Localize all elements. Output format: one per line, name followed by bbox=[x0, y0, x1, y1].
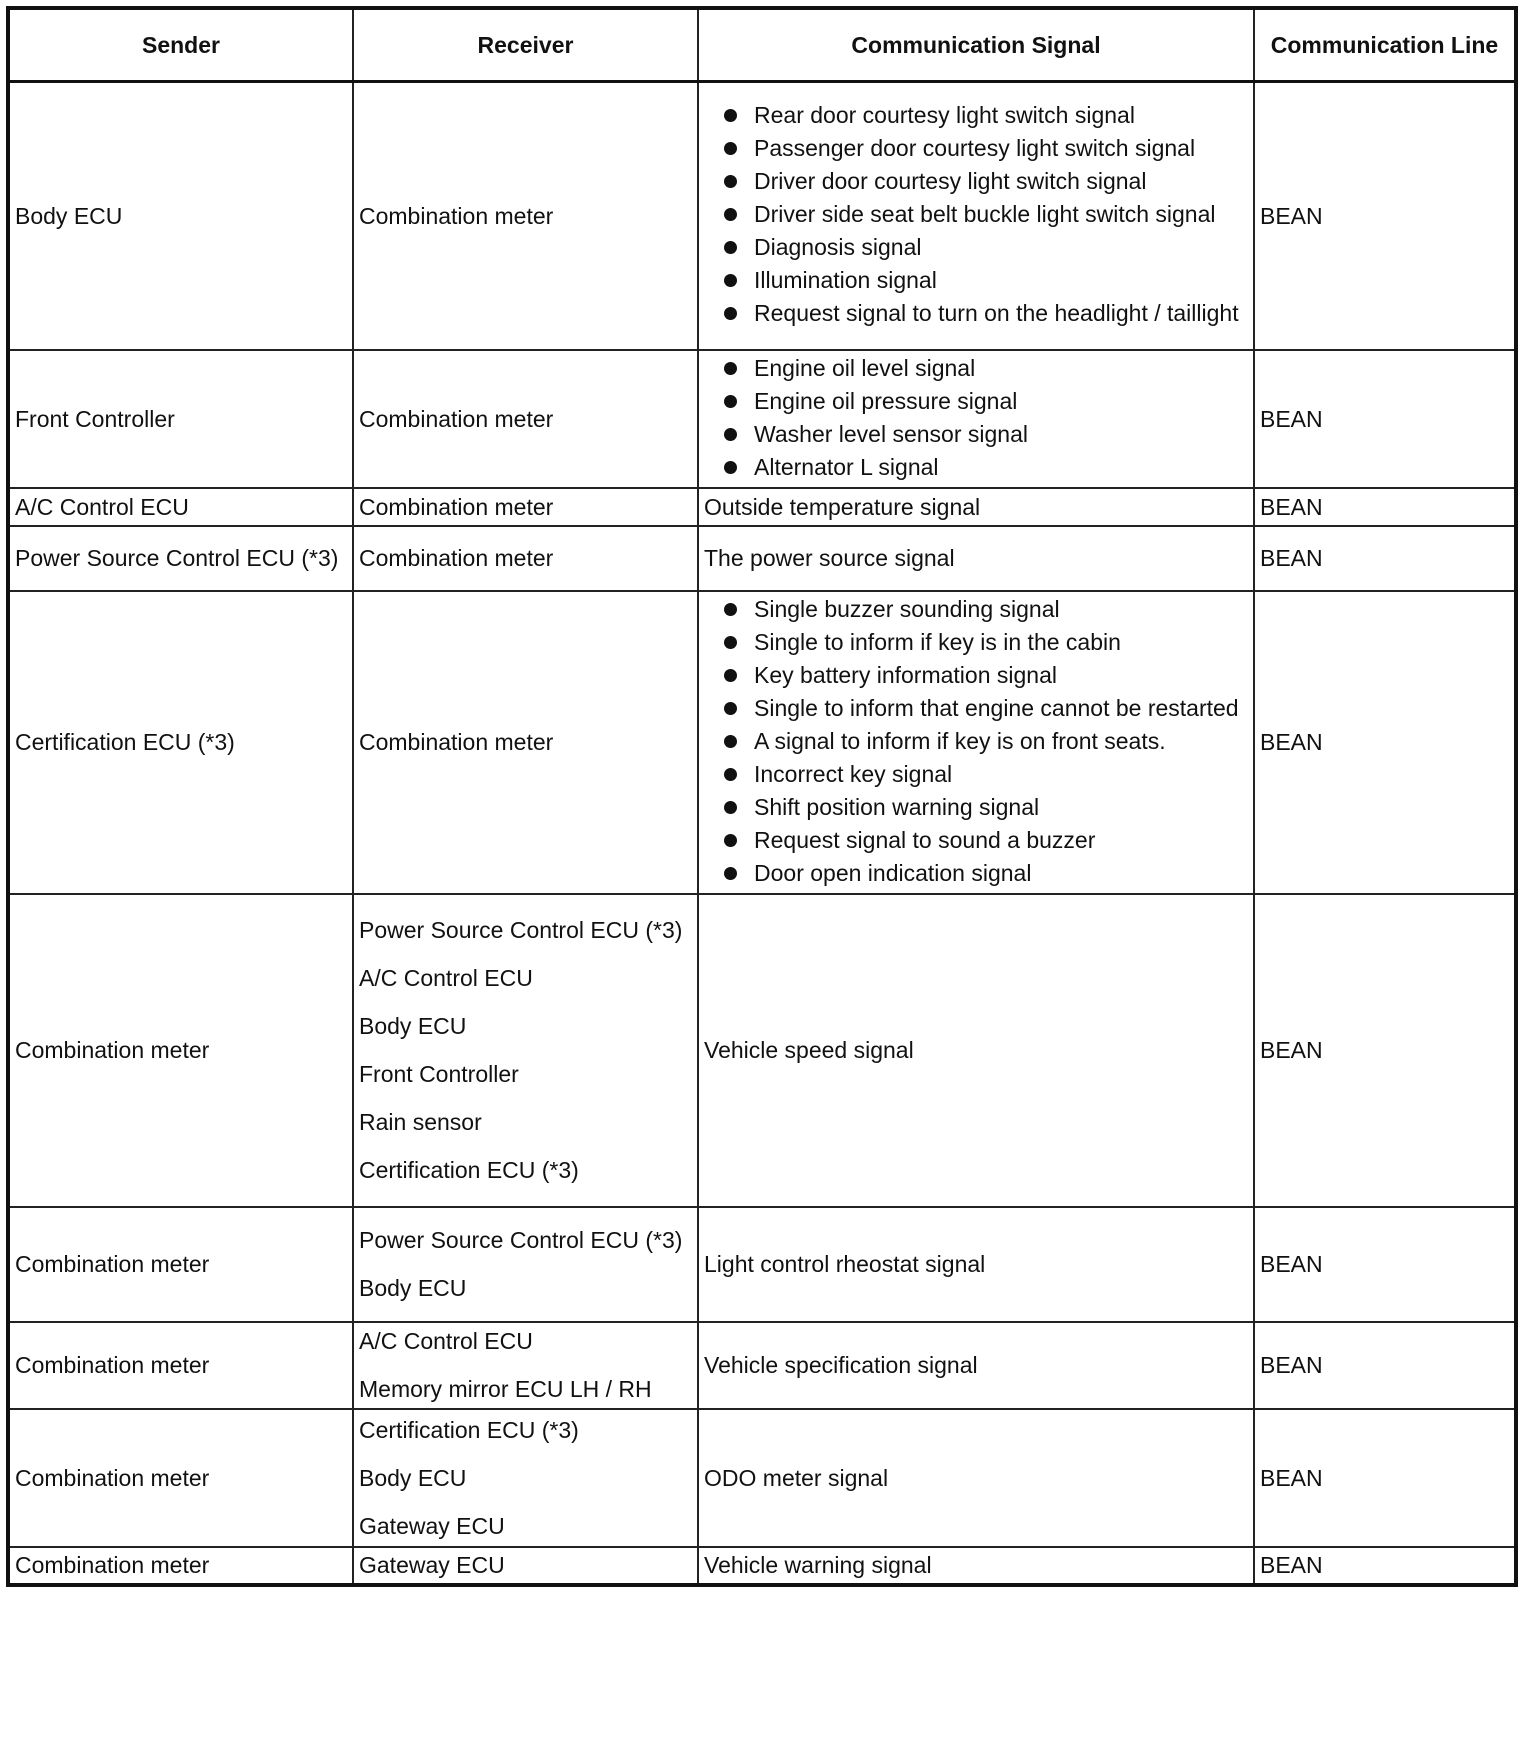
signal-list-item bbox=[704, 133, 1248, 163]
signal-text: Alternator L signal bbox=[754, 453, 939, 480]
signal-list-item bbox=[704, 792, 1248, 822]
line-cell: BEAN bbox=[1254, 1322, 1516, 1409]
receiver-item: Combination meter bbox=[359, 202, 554, 229]
signal-list-item bbox=[704, 594, 1248, 624]
bullet-icon bbox=[724, 362, 737, 375]
table-row bbox=[8, 894, 1516, 1207]
receiver-item: Power Source Control ECU (*3) bbox=[359, 917, 683, 943]
signal-text: Single buzzer sounding signal bbox=[754, 595, 1060, 622]
line-cell: BEAN bbox=[1254, 1547, 1516, 1585]
signal-cell: The power source signal bbox=[698, 526, 1254, 591]
signal-text: Single to inform that engine cannot be restarted bbox=[754, 694, 1239, 721]
table-row bbox=[8, 591, 1516, 894]
signal-list-item bbox=[704, 166, 1248, 196]
receiver-item: A/C Control ECU bbox=[359, 965, 533, 991]
bullet-icon bbox=[724, 768, 737, 781]
signal-cell bbox=[698, 350, 1254, 488]
signal-text: A signal to inform if key is on front seats. bbox=[754, 727, 1166, 754]
receiver-cell bbox=[353, 1207, 698, 1322]
receiver-item: A/C Control ECU bbox=[359, 1328, 533, 1354]
bullet-icon bbox=[724, 801, 737, 814]
table-row bbox=[8, 1409, 1516, 1547]
signal-text: Engine oil pressure signal bbox=[754, 387, 1018, 414]
receiver-cell bbox=[353, 350, 698, 488]
line-cell: BEAN bbox=[1254, 1207, 1516, 1322]
sender-cell: Front Controller bbox=[8, 350, 353, 488]
receiver-item: Front Controller bbox=[359, 1061, 519, 1087]
signal-list bbox=[704, 353, 1248, 482]
signal-cell bbox=[698, 591, 1254, 894]
sender-cell: Power Source Control ECU (*3) bbox=[8, 526, 353, 591]
signal-list-item bbox=[704, 298, 1248, 328]
sender-cell: Certification ECU (*3) bbox=[8, 591, 353, 894]
signal-text: Request signal to sound a buzzer bbox=[754, 826, 1096, 853]
bullet-icon bbox=[724, 834, 737, 847]
signal-text: Diagnosis signal bbox=[754, 234, 922, 261]
bullet-icon bbox=[724, 241, 737, 254]
signal-list-item bbox=[704, 660, 1248, 690]
bullet-icon bbox=[724, 395, 737, 408]
bullet-icon bbox=[724, 603, 737, 616]
receiver-item: Combination meter bbox=[359, 545, 554, 571]
sender-cell: Combination meter bbox=[8, 1207, 353, 1322]
table-row bbox=[8, 1207, 1516, 1322]
bullet-icon bbox=[724, 735, 737, 748]
table-row bbox=[8, 1322, 1516, 1409]
signal-text: Shift position warning signal bbox=[754, 793, 1040, 820]
communication-table bbox=[6, 6, 1518, 1587]
receiver-cell bbox=[353, 488, 698, 526]
signal-list-item bbox=[704, 726, 1248, 756]
bullet-icon bbox=[724, 669, 737, 682]
sender-cell: Combination meter bbox=[8, 1322, 353, 1409]
header-communication-line: Communication Line bbox=[1254, 8, 1516, 82]
bullet-icon bbox=[724, 867, 737, 880]
receiver-cell bbox=[353, 1409, 698, 1547]
bullet-icon bbox=[724, 109, 737, 122]
signal-text: Driver side seat belt buckle light switch signal bbox=[754, 201, 1216, 228]
signal-cell: Outside temperature signal bbox=[698, 488, 1254, 526]
receiver-item: Combination meter bbox=[359, 405, 554, 432]
header-row bbox=[8, 8, 1516, 82]
receiver-item: Body ECU bbox=[359, 1013, 467, 1039]
signal-text: Single to inform if key is in the cabin bbox=[754, 628, 1121, 655]
receiver-item: Certification ECU (*3) bbox=[359, 1416, 579, 1443]
signal-list-item bbox=[704, 100, 1248, 130]
signal-cell: ODO meter signal bbox=[698, 1409, 1254, 1547]
signal-list-item bbox=[704, 232, 1248, 262]
bullet-icon bbox=[724, 175, 737, 188]
signal-cell: Vehicle specification signal bbox=[698, 1322, 1254, 1409]
signal-list-item bbox=[704, 199, 1248, 229]
receiver-cell bbox=[353, 82, 698, 350]
signal-text: Request signal to turn on the headlight / taillight bbox=[754, 300, 1239, 327]
signal-list bbox=[704, 594, 1248, 888]
signal-list-item bbox=[704, 386, 1248, 416]
signal-cell: Vehicle speed signal bbox=[698, 894, 1254, 1207]
header-receiver: Receiver bbox=[353, 8, 698, 82]
receiver-item: Memory mirror ECU LH / RH bbox=[359, 1376, 652, 1402]
signal-text: Washer level sensor signal bbox=[754, 420, 1028, 447]
receiver-item: Combination meter bbox=[359, 493, 554, 520]
signal-cell: Light control rheostat signal bbox=[698, 1207, 1254, 1322]
receiver-cell bbox=[353, 1322, 698, 1409]
line-cell: BEAN bbox=[1254, 894, 1516, 1207]
signal-text: Incorrect key signal bbox=[754, 760, 953, 787]
table-row bbox=[8, 82, 1516, 350]
receiver-item: Gateway ECU bbox=[359, 1512, 505, 1539]
table-row bbox=[8, 488, 1516, 526]
bullet-icon bbox=[724, 702, 737, 715]
receiver-cell bbox=[353, 894, 698, 1207]
header-communication-signal: Communication Signal bbox=[698, 8, 1254, 82]
bullet-icon bbox=[724, 636, 737, 649]
table-body bbox=[8, 82, 1516, 1585]
signal-list-item bbox=[704, 627, 1248, 657]
sender-cell: A/C Control ECU bbox=[8, 488, 353, 526]
receiver-item: Rain sensor bbox=[359, 1109, 482, 1135]
table-row bbox=[8, 1547, 1516, 1585]
header-sender: Sender bbox=[8, 8, 353, 82]
signal-text: Passenger door courtesy light switch signal bbox=[754, 135, 1196, 162]
receiver-cell bbox=[353, 1547, 698, 1585]
sender-cell: Combination meter bbox=[8, 1547, 353, 1585]
line-cell: BEAN bbox=[1254, 488, 1516, 526]
receiver-item: Body ECU bbox=[359, 1464, 467, 1491]
signal-list bbox=[704, 100, 1248, 328]
table-row bbox=[8, 350, 1516, 488]
table-row bbox=[8, 526, 1516, 591]
signal-list-item bbox=[704, 419, 1248, 449]
line-cell: BEAN bbox=[1254, 591, 1516, 894]
signal-list-item bbox=[704, 353, 1248, 383]
table-header bbox=[8, 8, 1516, 82]
bullet-icon bbox=[724, 428, 737, 441]
signal-list-item bbox=[704, 825, 1248, 855]
receiver-cell bbox=[353, 591, 698, 894]
receiver-cell bbox=[353, 526, 698, 591]
receiver-item: Body ECU bbox=[359, 1275, 467, 1301]
receiver-item: Combination meter bbox=[359, 729, 554, 755]
signal-list-item bbox=[704, 452, 1248, 482]
receiver-item: Certification ECU (*3) bbox=[359, 1157, 579, 1183]
signal-list-item bbox=[704, 759, 1248, 789]
line-cell: BEAN bbox=[1254, 350, 1516, 488]
signal-list-item bbox=[704, 693, 1248, 723]
signal-text: Driver door courtesy light switch signal bbox=[754, 168, 1147, 195]
bullet-icon bbox=[724, 142, 737, 155]
receiver-item: Power Source Control ECU (*3) bbox=[359, 1227, 683, 1253]
signal-cell bbox=[698, 82, 1254, 350]
signal-list-item bbox=[704, 858, 1248, 888]
signal-list-item bbox=[704, 265, 1248, 295]
line-cell: BEAN bbox=[1254, 526, 1516, 591]
signal-text: Illumination signal bbox=[754, 267, 937, 294]
signal-text: Rear door courtesy light switch signal bbox=[754, 102, 1135, 129]
signal-text: Engine oil level signal bbox=[754, 354, 976, 381]
line-cell: BEAN bbox=[1254, 82, 1516, 350]
sender-cell: Combination meter bbox=[8, 894, 353, 1207]
bullet-icon bbox=[724, 208, 737, 221]
receiver-item: Gateway ECU bbox=[359, 1552, 505, 1578]
bullet-icon bbox=[724, 307, 737, 320]
signal-text: Key battery information signal bbox=[754, 661, 1057, 688]
bullet-icon bbox=[724, 274, 737, 287]
bullet-icon bbox=[724, 461, 737, 474]
signal-text: Door open indication signal bbox=[754, 859, 1032, 886]
signal-cell: Vehicle warning signal bbox=[698, 1547, 1254, 1585]
line-cell: BEAN bbox=[1254, 1409, 1516, 1547]
sender-cell: Combination meter bbox=[8, 1409, 353, 1547]
sender-cell: Body ECU bbox=[8, 82, 353, 350]
